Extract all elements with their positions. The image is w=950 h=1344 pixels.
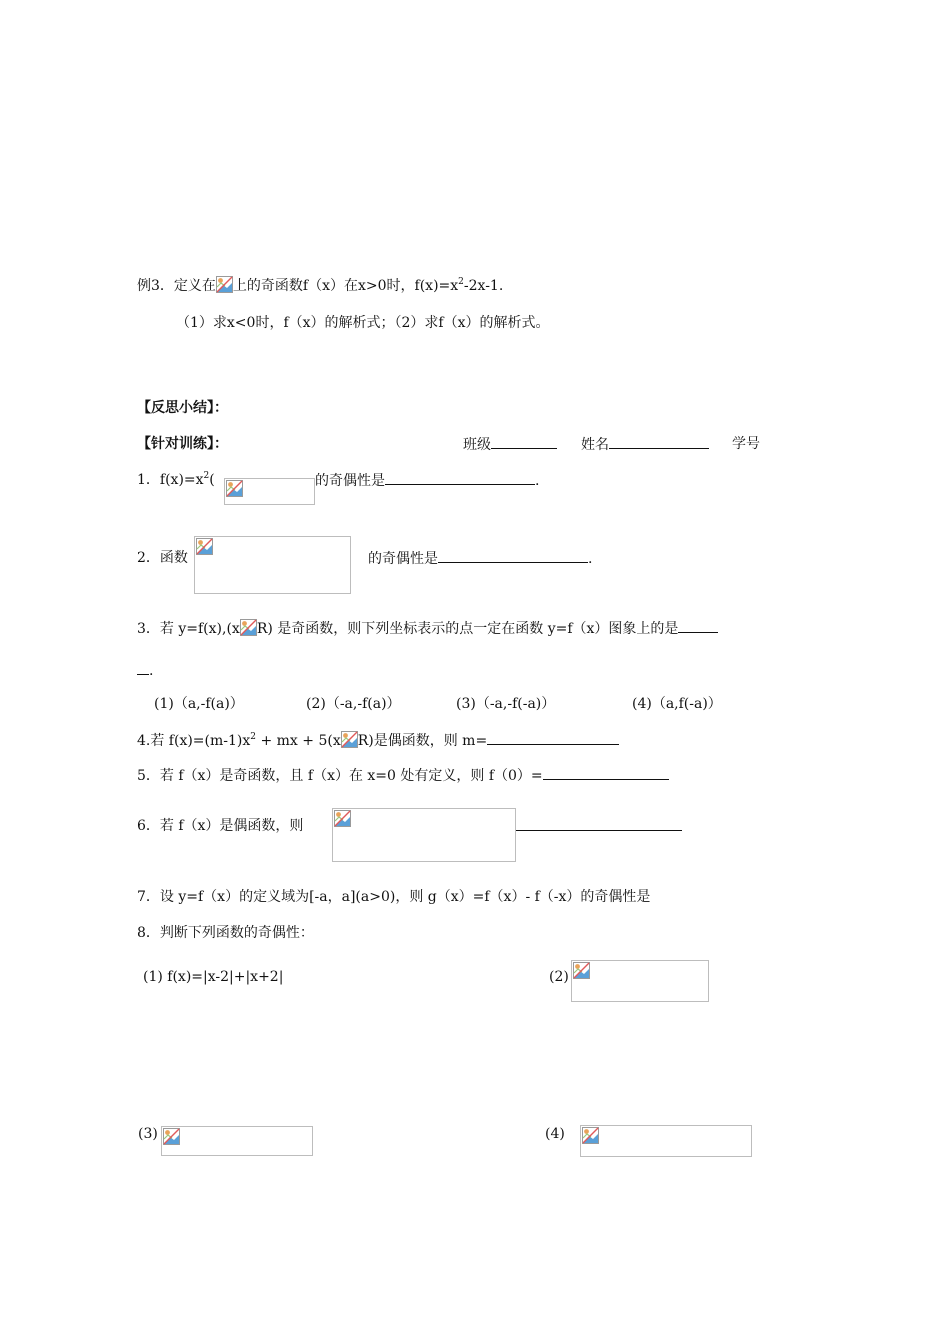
formula-image-box: [194, 536, 351, 594]
q6-tail: [516, 816, 682, 837]
reflection-title: 【反思小结】：: [137, 400, 228, 416]
broken-image-icon: [582, 1127, 599, 1144]
formula-image-box: [161, 1126, 313, 1156]
q3-text: .: [149, 663, 154, 679]
q2-text: .: [588, 551, 593, 567]
q1-answer-blank[interactable]: [385, 470, 535, 485]
q3-option-4: (4)（a,f(-a)）: [632, 696, 722, 712]
q6-answer-blank[interactable]: [516, 816, 682, 831]
q4-answer-blank[interactable]: [487, 730, 619, 745]
example3-line1: [137, 276, 503, 296]
name-field: [581, 434, 709, 455]
q3-answer-blank[interactable]: [678, 618, 718, 633]
broken-image-icon: [240, 619, 257, 636]
q1-text: 的奇偶性是: [315, 473, 385, 489]
q3-text: R) 是奇函数，则下列坐标表示的点一定在函数 y=f（x）图象上的是: [256, 621, 679, 637]
formula-image-box: [580, 1125, 752, 1157]
question-3: [137, 618, 718, 639]
q3-answer-blank-cont[interactable]: [137, 660, 149, 675]
q1-text: (: [209, 472, 215, 488]
broken-image-icon: [163, 1128, 180, 1145]
example3-line2: （1）求x<0时，f（x）的解析式；（2）求f（x）的解析式。: [176, 315, 550, 331]
broken-image-icon: [216, 276, 233, 293]
class-label: 班级: [463, 437, 491, 453]
training-title: 【针对训练】：: [137, 436, 228, 452]
q1-tail: [315, 470, 539, 491]
broken-image-icon: [196, 538, 213, 555]
question-8: 8．判断下列函数的奇偶性：: [137, 925, 314, 941]
q8-part-2-label: (2): [549, 969, 569, 985]
q3-text: 3．若 y=f(x),(x: [137, 621, 240, 637]
broken-image-icon: [573, 962, 590, 979]
q6-label: 6．若 f（x）是偶函数，则: [137, 818, 304, 834]
example3-text: 上的奇函数f（x）在x>0时，f(x)=x: [232, 278, 459, 294]
superscript: 2: [203, 471, 210, 481]
q4-text: 4.若 f(x)=(m-1)x: [137, 733, 251, 749]
q3-option-3: (3)（-a,-f(-a)）: [456, 696, 556, 712]
class-field: [463, 434, 557, 455]
question-4: [137, 730, 619, 751]
question-7: 7．设 y=f（x）的定义域为[-a，a](a>0)，则 g（x）=f（x）- f（-x）的奇偶性是: [137, 889, 651, 905]
broken-image-icon: [226, 480, 243, 497]
q2-text: 的奇偶性是: [368, 551, 438, 567]
formula-image-box: [224, 478, 315, 505]
q4-text: + mx + 5(x: [256, 733, 341, 749]
broken-image-icon: [341, 731, 358, 748]
name-blank[interactable]: [609, 434, 709, 449]
example3-text: -2x-1.: [463, 278, 504, 294]
formula-image-box: [332, 808, 516, 862]
q3-continuation: [137, 660, 153, 681]
superscript: 2: [250, 732, 257, 742]
id-label: 学号: [732, 436, 760, 452]
q3-option-2: (2)（-a,-f(a)）: [306, 696, 401, 712]
q2-answer-blank[interactable]: [438, 548, 588, 563]
q1-text: .: [535, 473, 540, 489]
q8-part-3-label: (3): [138, 1126, 158, 1142]
q2-tail: [368, 548, 592, 569]
example3-text: 例3．定义在: [137, 278, 216, 294]
q2-label: 2．函数: [137, 550, 188, 566]
superscript: 2: [458, 277, 464, 287]
q8-part-1: (1) f(x)=|x-2|+|x+2|: [143, 969, 284, 985]
question-5: [137, 765, 669, 786]
q1-text: 1．f(x)=x: [137, 472, 204, 488]
q5-text: 5．若 f（x）是奇函数，且 f（x）在 x=0 处有定义，则 f（0）=: [137, 768, 543, 784]
question-1: [137, 470, 215, 490]
formula-image-box: [571, 960, 709, 1002]
q8-part-4-label: (4): [545, 1126, 565, 1142]
q3-option-1: (1)（a,-f(a)）: [154, 696, 244, 712]
q4-text: R)是偶函数，则 m=: [357, 733, 488, 749]
name-label: 姓名: [581, 437, 609, 453]
class-blank[interactable]: [491, 434, 557, 449]
q5-answer-blank[interactable]: [543, 765, 669, 780]
broken-image-icon: [334, 810, 351, 827]
